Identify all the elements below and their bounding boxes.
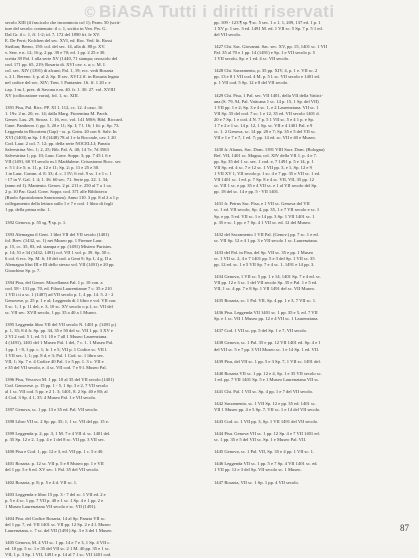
text-line: 1433 del Pal. in Pisa, del Sp. VII sc. 35 e pp. 1 Museo bbox=[214, 249, 314, 255]
text-line: Alemagna libri III e III dello stesso vol. VII (1491) e 20 pp. bbox=[5, 261, 115, 267]
text-line: t.ap. 1 m.1, pres. di Savona e.m. 40. fr. 1. 30. 27. vol. XVIII bbox=[5, 86, 115, 92]
text-line: 2 p. 10 Par. Gual. Conv. Soppr. cod. 371 alle Biblioteca bbox=[5, 189, 107, 195]
text-line: pp. Sp. 35 del 1 sc. sec. 1 cod. e, 7 1491 p. 5 e 14, p. 1 bbox=[214, 159, 314, 165]
text-line: 1401 Rosaria. p. 12 sc. VII p. 5 e 8 Museo pp. 1 e VII bbox=[5, 461, 104, 467]
text-line: VII Sp. 35 del cod. 7 sc. 1 e 12, 35 ed. VII secolo 1401 d. bbox=[214, 110, 320, 116]
text-line: 4 (1491), 1401 del 1 Museo Pal. 1 del, 7 c. 1. 1 Museo Pal. bbox=[5, 340, 114, 346]
text-line: 1429 Chi. Pisa, 1 Pal. sec. VII 1401, della VII della Vattici- bbox=[214, 92, 323, 98]
text-line: sc. VII sec. XVII secolo, 1 pp. 35 a 40 a 1 Museo. bbox=[5, 310, 97, 316]
text-line: 1 VII XV 1, VII secolo p. 1 sc. 4 e 7 pp. 35 e VII sc. 1 ed. bbox=[214, 171, 321, 177]
text-line: VII e 1 e 7 e 7, 1 ed. 7; pp. 14 ed. sc. VII e 40 e Museo. bbox=[214, 134, 316, 140]
text-line: 1404 Pisa. del Codice Rosaria, 14 al Sp. Panzia VII sc. bbox=[5, 515, 106, 521]
text-line: 1403 Leggenda e libro 15 pp. 3 - 7 del sc. 1 VII ed. 2 e bbox=[5, 491, 106, 497]
text-line: Sp. e pp. 5 ed. VII sc. 1 e 14 pp. 3 Sp. 1 VII 1401 sc. 1 bbox=[214, 213, 315, 219]
text-line: ed. 10 pp. 5 sc. 1 e 35 del VII sc. 2 1 M. 40 pp. 35 e 1 sc. bbox=[5, 546, 110, 552]
text-line: 1437 Cod. 1 VII sc. pp. 5 del Sp. 1 e 7, VII secolo. bbox=[214, 328, 308, 334]
text-line: 1392 Genova, p. 55 sg. ¶ sp. p. 1. bbox=[5, 219, 67, 225]
text-line: VII, 1 sc. 4 pp. 7 e 8 Sp. 1 VII 1491 del sc. VII Museo. bbox=[214, 286, 316, 292]
text-line: s. 2 1. Bereno. f; p. al 2; Sp. II sec. XVI 2 ff. in Rosaria legato bbox=[5, 74, 120, 80]
text-line: 1397 Genova, sc. 1 pp. 13 e 35 ed. Pal. VII secolo. bbox=[5, 407, 99, 412]
text-line: pp. 18 del sc. 14 e pp. 5 - VII 1401. bbox=[214, 189, 280, 195]
text-line: p. 1 VII cod. 5 Sp. 12 e 8 del VII secolo. bbox=[214, 80, 289, 86]
text-line: 1436 Pisa. Leggenda VII 1401 sc. 1 pp. 35 e 5, ed. 7 VII bbox=[214, 310, 318, 316]
text-line: 1 VII pp. 12 e 3 del Sp. VII secolo sc. 1 Museo. bbox=[214, 467, 302, 473]
text-line: Cod. Laur. 2 col. 7. 12; pp. della serie NOCELLI; Panzia bbox=[5, 140, 110, 146]
text-line: p. 1, 35; 8 il fr. Sp. pp. 34, 35 e 50 del sc. VII 1 pp. 3 XV e bbox=[5, 328, 113, 334]
text-line: 1 ed. pp. 7 VII 1401 Sp. 5 e 1 Museo Laurenziana VII sc. bbox=[214, 376, 320, 382]
text-line: 1 Museo Laurenziana VII secolo e sc. VII (1491). bbox=[5, 503, 97, 509]
text-line: p. 35 Sp. 12 e 2. 1 pp. 4 e 1 del 8 sc. VII pp. 3 VII sec. bbox=[5, 437, 105, 443]
text-line: p. 14; 51 e 34 (1432, 1491) col. VII 1 vol. p. 39. Sp. 50 c. bbox=[5, 249, 111, 255]
text-line: 1 VII pp. 1 e 2; Sp. 3 e 4 sc. 1, e 2 Laurenziana. VII sc. 1 bbox=[214, 104, 319, 110]
text-line: Gioachino Sp. p. 7. bbox=[5, 267, 41, 273]
text-line: p. 15, cc. 35, 83, ed. stampa e pp. (1491) Mistero Purisim. bbox=[5, 243, 112, 249]
text-line: del 1 pp. 5 e 6 ed. XV sec. 1 Pal. 35 del VII secolo. bbox=[5, 467, 100, 473]
text-line: 1428 Chi. Sacramento, p. 35 pp. XIV, 4, p. 1 e. VII sc. 2 bbox=[214, 68, 318, 74]
text-line: sc. 1. 2 Genova, sc. 14 pp. 20 e 7; Sp. 35 e 5 del VII sc. bbox=[214, 128, 316, 134]
text-line: pp. 13 e 8 1 VII cod. 4 M. p. 5 l. sc. VII secolo e 1401 ed. bbox=[214, 74, 320, 80]
text-line: 1. 19v. 2 m. 20, ec. 14; dalla Marg. Fiorentina M. Parch. bbox=[5, 110, 109, 116]
text-line: 1400 Pisa e Cod. 1, pp. 12 e 3, ed. VII pp. 1 c. 5 e 40. bbox=[5, 449, 104, 455]
copyright-icon: © bbox=[84, 4, 96, 21]
text-line: sc. VII 1 sc. e pp. 35 e 4 VII sc. e 1 al VII secolo del Sp. bbox=[214, 183, 318, 189]
text-line: sc. 1 VII sc. 2, 4 e 7 1401 pp. 5 e 3 del Sp. 1 VII sc. 35 bbox=[214, 255, 315, 261]
text-line: VII 1 Museo pp. 4 e 5 Sp. 7, VII sc. 1 e 14 del VII secolo. bbox=[214, 407, 321, 412]
text-line: (Ruolo Apostolorum Sanctorum). Anno 110. 3 pp. 8 al 2 a 1 p bbox=[5, 195, 119, 201]
watermark-text: BiASA Tutti i diritti riservati bbox=[98, 2, 335, 21]
text-line: Pal. 35 al 70 e 1 pp. 14 (1491) e Sp. 1 e VII secolo p. 5 bbox=[214, 50, 315, 56]
text-line: ture del secolo: contenuto: il c. 1, scritto in Ven. Prs. G. bbox=[5, 26, 107, 32]
text-line: 1447 Rosaria, VII sc. 1 Sp. 1 pp. 4 VII secolo. bbox=[214, 479, 299, 485]
text-line: VII (1491, 60 VI secolo m.1 Maddalene. Crisostomo Rocc. sec bbox=[5, 159, 121, 165]
text-line: 1399 Leggenda p. 2, pp. 3, 1 M. 7 e 4 VII d. sc. 1401 del. bbox=[5, 431, 111, 437]
text-line: cod. 58 - 131 pp. 70, ed. Filoni Laurentianae 7 c. 35 e 210 bbox=[5, 286, 112, 292]
text-line: Dal Gr. il c. 1, ff. 1-2; id. 7, 172 del 1890 frt. le XV. bbox=[5, 32, 101, 38]
text-line: 1430 fr. Alanus, Sac. Dom. 1391 VIII Sacr. Dom. (Bologna) bbox=[214, 146, 325, 152]
text-line: del 1 pp. 7, ed. VII 1401 sc. VII pp. 12 Sp. 2 e 4 l. Museo bbox=[5, 521, 111, 527]
text-line: (anno ed 1). Manteuto. Genov. 2 pi. 211 e. 250 al 7 a 1 ca. bbox=[5, 183, 112, 189]
text-line: del VII sc. 5 e 7 pp. 3 VII Museo sc. 1 e 14 Sp. 1 ed. VII. bbox=[214, 346, 320, 352]
text-line: VII 1401 sc. 1 ed. p. 7 Sp. 8 e 4 sc. VII, VII, 35 pp. 12 bbox=[214, 177, 314, 183]
text-line: 1434 Genova, 1 VII sc. 5 pp. 1 e 14, 1401 Sp. 7 e 4 ed. sc. bbox=[214, 273, 321, 279]
text-line: 1435 Rosaria, sc. 1 Pal. VII, Sp. 4 pp. 1 e 3, 7 VII sc. 1. bbox=[214, 298, 317, 304]
text-line: Cane. Pantheon. f; pp. 5, 20 e 11; Sp. I; 7 l. 16; 1 lit. p. Sp. 73. bbox=[5, 122, 120, 128]
text-line: 1438 Genova, sc. 1 Pal. 35 e pp. 12 VII 1401 ed. Sp. 4 e 1 bbox=[214, 340, 321, 346]
text-line: cod. 171 pp. 65, 219; Rosaria di. XVI cav. s. a; c. M. I. bbox=[5, 62, 106, 68]
text-line: 2 VI 2 cod. 5 1, ed. 5 l. 10 e 7 all 1 Museo Laurenziana. bbox=[5, 334, 108, 340]
text-line: v. Serr. e n. 12; 16 g. 2 pp. 39 e 70; ed. 1 pp. 2 25 e 30. bbox=[5, 50, 106, 56]
text-line: 1 7 e 2 e 1 sc. 14 p. 12, 1 Sp. sc. VII e 4 1401 Pal. e 9 bbox=[214, 122, 313, 128]
text-line: Ref. VII, 1401 sc. Magna, col. XIV della VII 1. p. 4 e 7. bbox=[214, 153, 317, 159]
text-line: Sp. e 1 sc. VII 1 Museo pp. 12 e 4 VII sc. 1 Laurenziana. bbox=[214, 316, 319, 322]
right-text-column bbox=[214, 20, 410, 528]
text-line: Salvestrina 1; pp. 10; Laur. Conv. Soppr. 3; pp. 7 45 l. 6 e bbox=[5, 153, 111, 159]
text-line: 1442 Sacramento, sc. 1 VII Sp. 12 e pp. 35 ed. 1401 sc. bbox=[214, 400, 316, 406]
text-line: 1431 fr. Petrus Sac. Pisa, e 1 VII sc. Genova del VII bbox=[214, 201, 310, 207]
text-line: Leggenda in Ricoriem (Gap) - ss. p. Grim. 20 con S. Salv. In bbox=[5, 128, 117, 134]
text-line: Laurenziana, c. 7 sc. del VII (1491) Sp. 3 e 3 del 1 Museo. bbox=[5, 527, 113, 533]
text-line: Genovese, p. 25 p. 1 e al; Leggenda di 1 libro e vol. VII con. bbox=[5, 298, 117, 304]
text-line: 1398 Libro VII sc. 2 Sp. pp. 35; 1, 1 sc. VII del pp. 15 e. bbox=[5, 419, 109, 425]
page-number: 87 bbox=[400, 523, 409, 533]
text-line: 1432 del Sacramento 1 VII Pal. (Genov.) pp. 7 sc. 1 e ed. bbox=[214, 231, 319, 237]
text-line: Cod. Genovese. p. 15 pp. 1 - 5, 1 Sp. 3 e 2, 7 VII secolo bbox=[5, 382, 108, 388]
text-line: VII, 1; Sp. 7 e. 4 Codice 40 Pal. 1 e 5 pp. 1. 3 c. VII e bbox=[5, 358, 104, 364]
text-line: 1440 Rosaria VII sc. 1 pp. 12 e 4, Sp. 1 e 35 VII secolo sc. bbox=[214, 370, 322, 376]
text-line: 1391 Pisa, Pal. Ricc. PP. XI 1. 112, cc. 12. 4 caso. 16 bbox=[5, 104, 103, 110]
text-line: collegamento della lettura sullo 1 e 7 e cod. 1 libro di fogli bbox=[5, 201, 113, 207]
text-line: sc. 1 pp. 35 e 5 del VII sc. Sp. 1 e Museo Pal. VII. bbox=[214, 437, 307, 443]
text-line: 1441 Chi. Pal. 1 VII sc. Sp. 4 pp. 1 e 7 del VII secolo. bbox=[214, 388, 314, 394]
watermark bbox=[0, 2, 419, 22]
text-line: pp. 109 - 123 ¶ sp. ¶ sc. 5 sec. 1 o 1. 1, 209, 137 ed. 1 p. 1 bbox=[214, 20, 321, 25]
text-line: Salvestrina Vec. 1; 2, 25; Bib. Pal. A. 40; 14 7e, 7d 3563 bbox=[5, 146, 109, 152]
text-line: E. De Ferri; Kolchen del sec. XVI, ed. Roc. Ved. lit. Rossi bbox=[5, 38, 113, 44]
text-line: 1 pp. della prima ediz. 1. bbox=[5, 207, 51, 213]
text-line: XV (collocazione varia), fol. 1, sc. XIII. bbox=[5, 92, 79, 98]
text-line: sc. 1 ed. VII secolo, Sp. 4, pp. 35, 1 e 7 VII secolo e sc. 1 bbox=[214, 207, 320, 213]
text-line: 1395 Leggenda libro VII del VII secolo N. 1401 p. (1491 p.) bbox=[5, 322, 117, 328]
text-line: p. 5 e 4 sc. 1 pp. 7 VII p. 40 e 1 sc. 1 Sp. 4 e 1 pp. 2 e bbox=[5, 497, 104, 503]
text-line: XVI (1403) m Sp. 1 8 (1448) 78 al 1 e la Roccade, cav. 1 20 bbox=[5, 134, 116, 140]
text-line: 1405 Genova, M. 4 VII sc. 1 pp. 14 e 7 e 3, 1 Sp. 4 VII c. bbox=[5, 540, 111, 546]
text-line: 1 pp. 1 - 8, 1 pp. c. 1; fr. 1 e 5, VII p. 1 Codice sc. VII l. bbox=[5, 346, 108, 352]
text-line: 1444 Pisa. Genova VII sc. 1 pp. 12 Sp. 4 e 7 VII 1401 ed. bbox=[214, 431, 320, 437]
text-line: 1394 Pisa, del Genov. Miscellanea Pal. 1 p. 10 con. a bbox=[5, 280, 103, 286]
text-line: fol. Brev. (1432, sc. 1) nei Museo pp. 1 Firenze Laur. bbox=[5, 237, 103, 243]
text-line: 1402 Rosaria, p. 8; p. 5 e 4 d. VII sc. 1. bbox=[5, 479, 78, 485]
text-line: - 17 in V. Gal. 1. 4; 1. 36. 60 sec. 71. Serie pp. 22. 1. 34; bbox=[5, 177, 109, 183]
text-line: sc. VII Sp. 12 e 4 1 pp. 3 e VII secolo 1 sc. Laurenziana. bbox=[214, 237, 318, 243]
text-line: VII pp. 12 e 3 sc. 1 del VII secolo Sp. 35 e Pal. 1 e 5 ed. bbox=[214, 280, 318, 286]
text-line: 1 in Laur. Comm. d. 8. 33; d. c. 1 IV; 6 vol. 9 ss. 1 e 1 c. 1 bbox=[5, 171, 112, 177]
text-line: Sizilian; Berno, 150: col. del sec. 14, alla di. 88 p. XV. bbox=[5, 44, 106, 50]
text-line: 1393 Alemagna il Gent. 1 libri VII del VII secolo (1401) bbox=[5, 231, 110, 237]
text-line: pp. 12 ed. sc. 1 e 5 VII Sp. 7 e 4 sc. 1, 1491 e 14 pp. 3. bbox=[214, 261, 315, 267]
text-line: 20 e 7 Sp. 1 e cod. 4 N. 7 p. 5 1 VII sc. 5 e 4 1 p. e Sp. bbox=[214, 116, 314, 122]
text-line: 1 VII i ii a sc. 1 (1487) ad VII secolo p. 1, 4 pp. 14. 5. 2 - 2 bbox=[5, 292, 114, 298]
text-line: p. 35 e sc. 1 pp. e 7 Sp. 4 1 VII sc. ed. 12 del Museo. bbox=[214, 219, 312, 225]
text-line: col. sec. XIV (1391) di alcuni; Pal. 1, 19; ecc. vedi Rosaria bbox=[5, 68, 114, 74]
text-line: e. 5 1 4 e 5; n. 11, p. 12 e 11; Sp. 2; p. 11 e 25 e 30. bbox=[5, 165, 100, 171]
text-line: 4 Cod. 3 Sp. 4 1, 35. 4 Museo Pal. 1 e VII secolo. bbox=[5, 394, 97, 400]
text-line: del VII secolo. bbox=[214, 32, 242, 38]
text-line: VII Sp. ed. 4 sc. 7 e 12 sc. 1 VII pp. 3, e 1, Sp. 12 e 9 bbox=[214, 165, 312, 171]
text-line: 5 sc. 1; 1 p. 11 del, e. 3, 10 sc. XV secolo o p.1, sc. VII del bbox=[5, 304, 113, 310]
text-line: 1443 Cod. sc. 1 VII pp. 3, Sp. 1 VII 1491 del VII secolo. bbox=[214, 419, 319, 425]
text-line: 1 VII sec. 1, 1; pp. 8 d, e 3; Pal. 1 Cod. sc. 1 libro sec. bbox=[5, 352, 105, 358]
text-line: secolo XIII (il fascicolo che incomincia col 1); Parm. 50 (scrit- bbox=[5, 20, 121, 25]
text-line: Genov. Lau. 29, Strozz. 1. 16, ecc. vol. 141 MSS; Bibl. Riccard. bbox=[5, 116, 123, 122]
text-line: 1 VII secolo, Sp. e 1 ed. 4 sc. VII secolo. bbox=[214, 56, 290, 62]
text-line: 1439 Pisa, del VII sc. 1 pp. 5 e 3 Sp. 7, 1 VII sc. 1491 del. bbox=[214, 358, 321, 364]
text-line: 6 col. 6 ecc. Sp. M. 6; 10 del cod. a Gent 9; Sp. L 4 g. II a. bbox=[5, 255, 113, 261]
left-text-column bbox=[5, 20, 201, 558]
text-line: 1427 Chi. Sac. Giovanni. Sac. sec. XV, pp. 15, 1401 sc. 1 VII bbox=[214, 44, 328, 50]
text-line: e 35 del VII secolo, e. 4 sc. VII cod. 7 e 9 l. Museo Pal. bbox=[5, 364, 107, 370]
text-line: nel codice del sec. XIV; Tren. 1 Pantanier. 16. ff. 1 20 r. e bbox=[5, 80, 111, 86]
text-line: scritta 39 Pal. 1 alla serie XV (1440, 71 stampa; cnoscolo del bbox=[5, 56, 118, 62]
text-line: 1445 Genova, sc. 1 Pal. VII, Sp. 35 e 4 pp. 1 VII sc. 1. bbox=[214, 449, 315, 455]
text-line: VII, 1 p. 3 Sp. 1 VII, 1491 e p. 14 al 7 1 sc. VII 1401 cod. bbox=[5, 552, 112, 558]
text-line: ana (S. 79, 94, Pal. Vaticana 1 sc. 14 p. 15, 1 Sp. del VII) bbox=[214, 98, 319, 104]
text-line: 1446 Leggenda VII sc. 1 pp. 5 e 7 Sp. 4 VII 1401 sc. ed. bbox=[214, 461, 318, 467]
text-line: 1396 Pisa, Vescovo M. 1 pp. 10 al 35 del VII secolo (1401) bbox=[5, 376, 114, 382]
text-line: 1 XV p. 1 sec. 3 ed. 1491 M. ed. 1 VII sc. 5 Sp. 7 p. 5 1 ed. bbox=[214, 26, 323, 32]
text-line: al 1 sc. VII cod. 5 pp. e 2 1. 3; 1401, 8. 2 Sp. 40 e 80; al bbox=[5, 388, 108, 394]
